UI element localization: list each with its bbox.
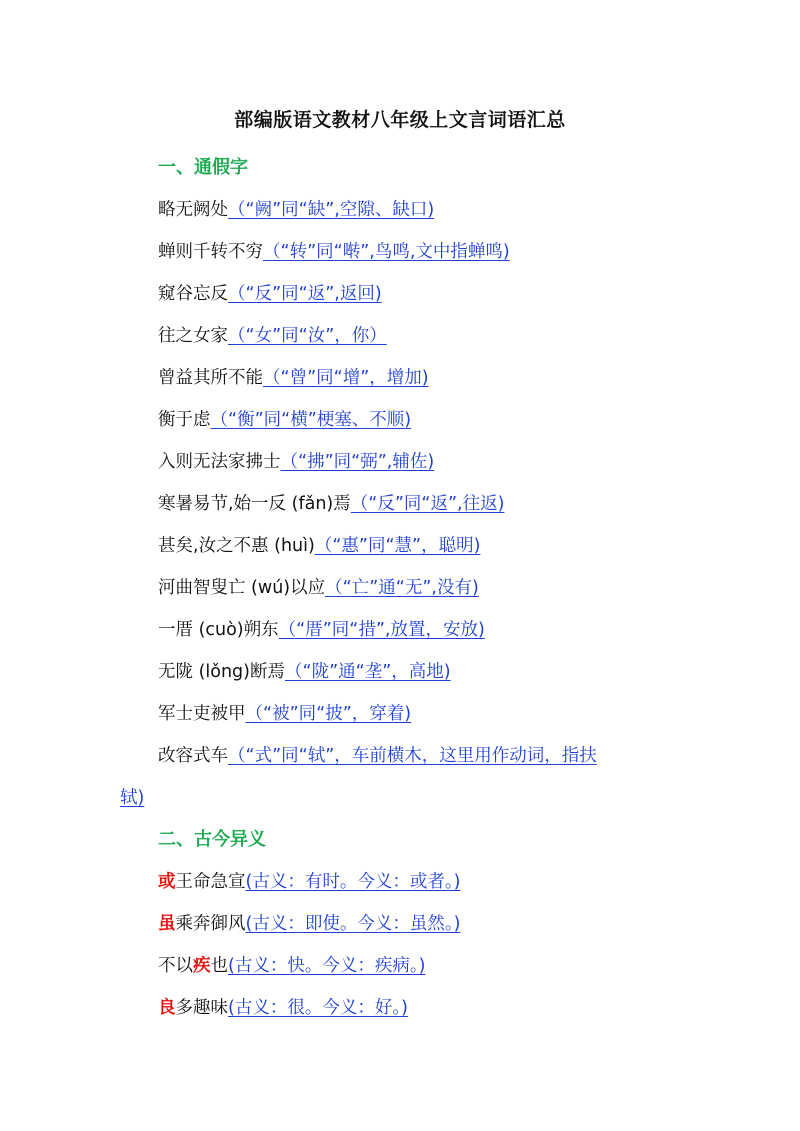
list-item — [158, 280, 382, 308]
phrase-text: 乘奔御风 — [175, 914, 246, 934]
phrase-note: (古义：有时。今义：或者。) — [245, 872, 461, 892]
phrase-text: 蝉则千转不穷 — [158, 242, 263, 262]
document-title: 部编版语文教材八年级上文言词语汇总 — [234, 109, 566, 131]
list-item — [158, 364, 429, 392]
phrase-text: 王命急宣 — [175, 872, 246, 892]
list-item — [158, 742, 597, 770]
phrase-note: （“被”同“披”，穿着) — [245, 704, 412, 724]
phrase-note: （“曾”同“增”，增加) — [263, 368, 429, 388]
list-item — [158, 490, 504, 518]
highlight-char: 虽 — [158, 914, 176, 934]
section-heading-tongjiazi: 一、通假字 — [158, 157, 248, 178]
phrase-text: 河曲智叟亡 (wú)以应 — [158, 578, 326, 598]
phrase-note-continuation: 轼) — [120, 788, 145, 808]
list-item — [158, 616, 485, 644]
phrase-note: （“转”同“啭”,鸟鸣,文中指蝉鸣) — [263, 242, 510, 262]
phrase-prefix: 不以 — [158, 956, 193, 976]
phrase-note: （“衡”同“横”梗塞、不顺) — [210, 410, 412, 430]
phrase-note: (古义：快。今义：疾病。) — [228, 956, 426, 976]
list-item — [158, 322, 387, 350]
list-item — [158, 868, 460, 896]
list-item — [158, 196, 434, 224]
phrase-note: （“反”同“返”,往返) — [350, 494, 505, 514]
highlight-char: 疾 — [193, 956, 211, 976]
phrase-text: 多趣味 — [175, 998, 228, 1018]
phrase-text: 往之女家 — [158, 326, 228, 346]
list-item — [158, 994, 408, 1022]
phrase-note: (古义：很。今义：好。) — [228, 998, 408, 1018]
section-heading-gujinyiyi: 二、古今异义 — [158, 829, 266, 850]
phrase-note: （“拂”同“弼”,辅佐) — [280, 452, 435, 472]
highlight-char: 或 — [158, 872, 176, 892]
phrase-text: 一厝 (cuò)朔东 — [158, 620, 279, 640]
phrase-text: 曾益其所不能 — [158, 368, 263, 388]
phrase-note: （“亡”通“无”,没有) — [325, 578, 479, 598]
phrase-note: （“阙”同“缺”,空隙、缺口) — [228, 200, 435, 220]
list-item — [158, 574, 479, 602]
phrase-text: 军士吏被甲 — [158, 704, 246, 724]
list-item — [158, 700, 411, 728]
phrase-text: 甚矣,汝之不惠 (huì) — [158, 536, 315, 556]
phrase-note: （“惠”同“慧”，聪明) — [314, 536, 481, 556]
phrase-text: 寒暑易节,始一反 (fǎn)焉 — [158, 494, 351, 514]
phrase-text: 衡于虑 — [158, 410, 211, 430]
list-item — [158, 406, 411, 434]
phrase-note: （“式”同“轼”，车前横木，这里用作动词，指扶 — [228, 746, 597, 766]
list-item — [158, 910, 460, 938]
phrase-text: 无陇 (lǒng)断焉 — [158, 662, 285, 682]
list-item — [158, 658, 451, 686]
phrase-text: 略无阙处 — [158, 200, 228, 220]
list-item — [158, 448, 434, 476]
phrase-note: (古义：即使。今义：虽然。) — [245, 914, 461, 934]
phrase-note: （“陇”通“垄”，高地) — [285, 662, 451, 682]
phrase-note: （“女”同“汝”，你） — [228, 326, 387, 346]
phrase-text: 窥谷忘反 — [158, 284, 228, 304]
phrase-note: （“反”同“返”,返回) — [228, 284, 382, 304]
phrase-note: （“厝”同“措”,放置，安放) — [278, 620, 485, 640]
phrase-text: 也 — [210, 956, 228, 976]
highlight-char: 良 — [158, 998, 176, 1018]
phrase-text: 改容式车 — [158, 746, 228, 766]
list-item — [158, 532, 480, 560]
list-item — [158, 238, 510, 266]
phrase-text: 入则无法家拂士 — [158, 452, 281, 472]
list-item — [158, 952, 425, 980]
